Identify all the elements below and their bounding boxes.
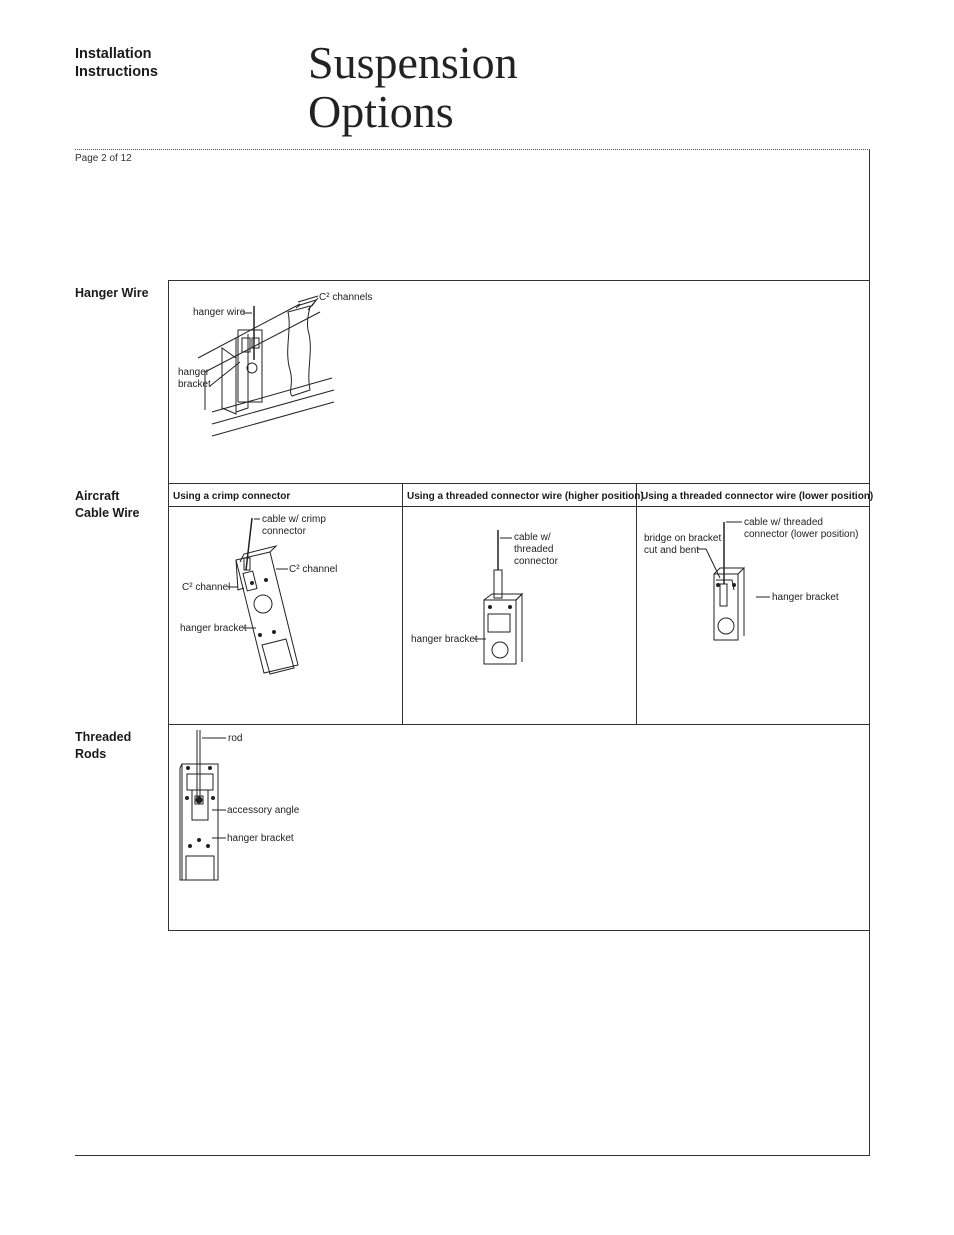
label-bridge-line1: bridge on bracket bbox=[644, 533, 722, 544]
section-label-hanger-wire: Hanger Wire bbox=[75, 286, 149, 300]
threaded-rods-label-line2: Rods bbox=[75, 747, 107, 761]
document-type-line2: Instructions bbox=[75, 64, 158, 80]
threaded-rods-label-line1: Threaded bbox=[75, 730, 132, 744]
label-c2-channel-right: C² channel bbox=[289, 564, 338, 575]
label-c2-channel-left: C² channel bbox=[182, 582, 231, 593]
column-heading-threaded-higher: Using a threaded connector wire (higher position) bbox=[407, 491, 644, 502]
page-number: Page 2 of 12 bbox=[75, 153, 132, 164]
label-cable-crimp-line1: cable w/ crimp bbox=[262, 514, 326, 525]
label-cable-crimp-line2: connector bbox=[262, 526, 306, 537]
aircraft-label-line2: Cable Wire bbox=[75, 506, 140, 520]
label-hanger-bracket-rods: hanger bracket bbox=[227, 833, 294, 844]
label-hanger-bracket-crimp: hanger bracket bbox=[180, 623, 247, 634]
page-title-line1: Suspension bbox=[308, 37, 518, 88]
document-type-line1: Installation bbox=[75, 46, 152, 62]
label-cable-lower-line2: connector (lower position) bbox=[744, 529, 859, 540]
label-bridge-line2: cut and bent bbox=[644, 545, 700, 556]
label-hanger-line2: bracket bbox=[178, 379, 211, 390]
label-cable-threaded-line3: connector bbox=[514, 556, 558, 567]
label-accessory-angle: accessory angle bbox=[227, 805, 300, 816]
label-rod: rod bbox=[228, 733, 243, 744]
label-hanger-wire: hanger wire bbox=[193, 307, 246, 318]
label-hanger-bracket-lower: hanger bracket bbox=[772, 592, 839, 603]
label-hanger-bracket-higher: hanger bracket bbox=[411, 634, 478, 645]
label-c2-channels: C² channels bbox=[319, 292, 373, 303]
column-heading-crimp: Using a crimp connector bbox=[173, 491, 291, 502]
aircraft-label-line1: Aircraft bbox=[75, 489, 120, 503]
label-cable-lower-line1: cable w/ threaded bbox=[744, 517, 823, 528]
column-heading-threaded-lower: Using a threaded connector wire (lower position) bbox=[641, 491, 874, 502]
label-cable-threaded-line2: threaded bbox=[514, 544, 554, 555]
page-title-line2: Options bbox=[308, 86, 454, 137]
label-hanger-line1: hanger bbox=[178, 367, 210, 378]
label-cable-threaded-line1: cable w/ bbox=[514, 532, 551, 543]
